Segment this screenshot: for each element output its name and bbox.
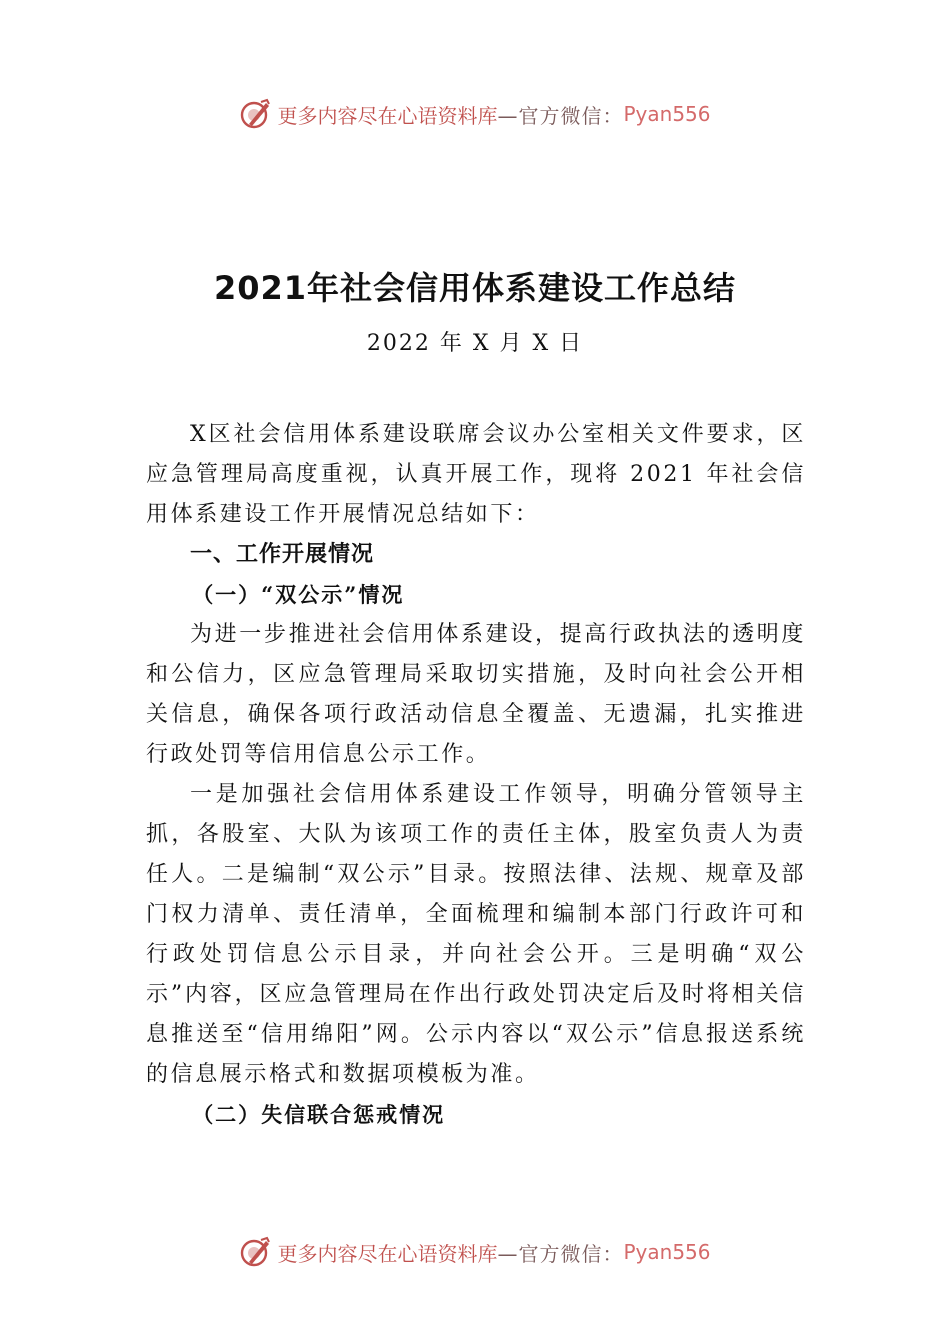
intro-paragraph: X区社会信用体系建设联席会议办公室相关文件要求，区应急管理局高度重视，认真开展工作，现将 2021 年社会信用体系建设工作开展情况总结如下： (146, 422, 806, 527)
paragraph-1: 为进一步推进社会信用体系建设，提高行政执法的透明度和公信力，区应急管理局采取切实措施，及时向社会公开相关信息，确保各项行政活动信息全覆盖、无遗漏，扎实推进行政处罚等信用信息公示工作。 (146, 622, 806, 767)
watermark-footer (0, 1232, 950, 1272)
watermark-header (0, 94, 950, 134)
document-date: 2022 年 X 月 X 日 (366, 331, 584, 356)
subsection-heading-1: （一）“双公示”情况 (192, 582, 405, 607)
watermark-main-text: 更多内容尽在心语资料库 (277, 103, 498, 128)
document-body (146, 415, 806, 1135)
paragraph-2: 一是加强社会信用体系建设工作领导，明确分管领导主抓，各股室、大队为该项工作的责任主体，股室负责人为责任人。二是编制“双公示”目录。按照法律、法规、规章及部门权力清单、责任清单，全面梳理和编制本部门行政许可和行政处罚信息公示目录，并向社会公开。三是明确“双公示”内容，区应急管理局在作出行政处罚决定后及时将相关信息推送至“信用绵阳”网。公示内容以“双公示”信息报送系统的信息展示格式和数据项模板为准。 (146, 782, 806, 1087)
watermark-sub-text: —官方微信： (497, 1241, 624, 1266)
watermark-id-text: Pyan556 (623, 102, 711, 126)
section-heading-1: 一、工作开展情况 (190, 542, 375, 567)
watermark-main-text: 更多内容尽在心语资料库 (277, 1241, 498, 1266)
pen-seal-icon (239, 1236, 271, 1268)
pen-seal-icon (239, 98, 271, 130)
watermark-sub-text: —官方微信： (497, 103, 624, 128)
document-title: 2021年社会信用体系建设工作总结 (213, 269, 737, 307)
subsection-heading-2: （二）失信联合惩戒情况 (192, 1102, 446, 1127)
watermark-id-text: Pyan556 (623, 1240, 711, 1264)
